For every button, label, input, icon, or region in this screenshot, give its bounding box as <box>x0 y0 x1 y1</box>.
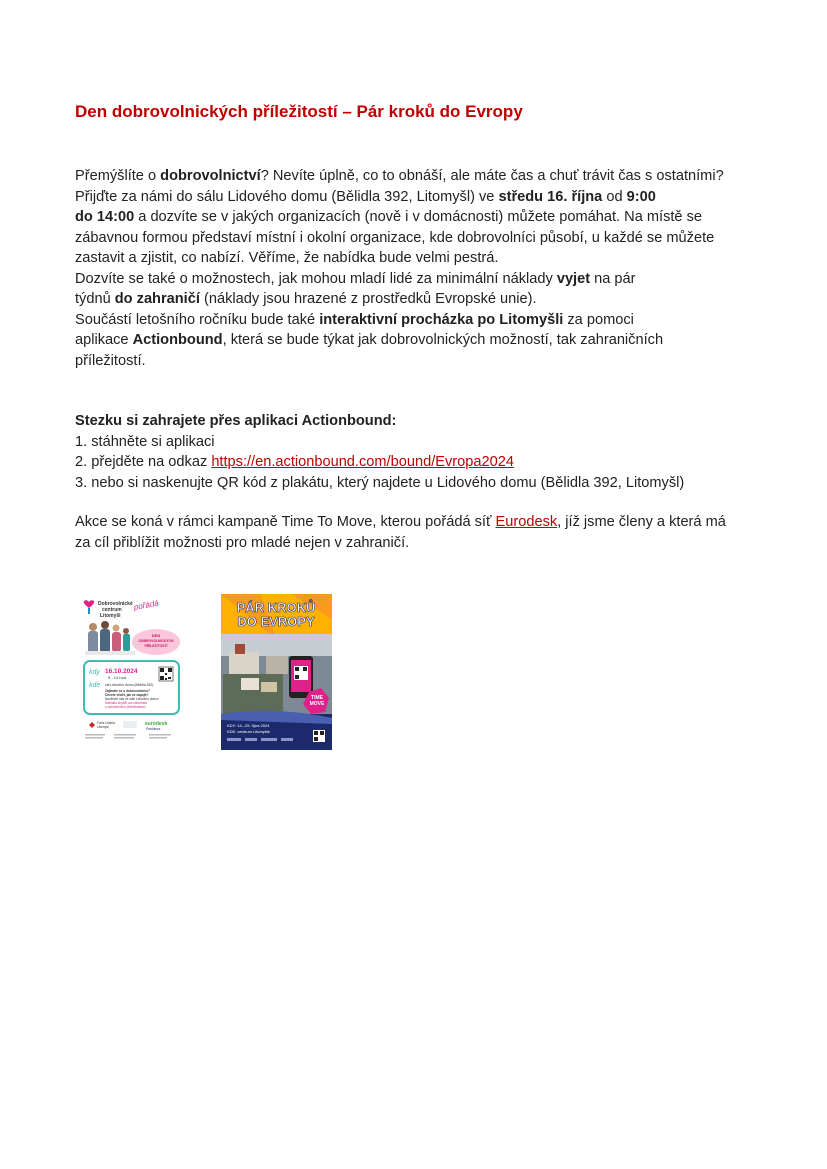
porada-text: pořádá <box>133 598 160 612</box>
svg-text:TIME: TIME <box>311 695 323 701</box>
people-illustration <box>85 621 135 655</box>
svg-text:Farní charita: Farní charita <box>97 721 115 725</box>
svg-text:Chcete vědět, jak se zapojit?: Chcete vědět, jak se zapojit? <box>105 693 149 697</box>
steps-heading: Stezku si zahrajete přes aplikaci Actionbound: <box>75 413 397 429</box>
org-name-3: Litomyšl <box>100 613 121 619</box>
svg-text:PŘÍLEŽITOSTÍ: PŘÍLEŽITOSTÍ <box>144 644 168 648</box>
svg-text:Navštivte nás ve sále Lidového: Navštivte nás ve sále Lidového domu! <box>105 697 159 701</box>
kdy-label: kdy <box>89 669 100 676</box>
kde-label: kde <box>89 682 101 689</box>
event-bubble <box>132 629 180 655</box>
eurodesk-logo: eurodesk <box>145 721 168 727</box>
svg-text:Nabídka chybět ani informace: Nabídka chybět ani informace <box>105 701 148 705</box>
heart-logo-icon <box>84 600 94 614</box>
steps-section <box>75 411 755 493</box>
step-3: 3. nebo si naskenujte QR kód z plakátu, který najdete u Lidového domu (Bělidla 392, Litomyšl) <box>75 474 685 491</box>
org-name-1: Dobrovolnické <box>98 601 133 607</box>
page-title: Den dobrovolnických příležitostí – Pár kroků do Evropy <box>75 102 523 121</box>
actionbound-link[interactable]: https://en.actionbound.com/bound/Evropa2024 <box>211 454 514 470</box>
org-name-2: centrum <box>102 607 122 613</box>
svg-text:DEN: DEN <box>151 633 161 638</box>
closing-paragraph: Akce se koná v rámci kampaně Time To Move, kterou pořádá síť Eurodesk, jíž jsme členy a která má za cíl přiblížit možnosti pro mladé nejen v zahraničí. <box>75 514 726 551</box>
eurodesk-link[interactable]: Eurodesk <box>495 514 558 530</box>
step-1: 1. stáhněte si aplikaci <box>75 433 215 450</box>
qr-code-icon <box>159 667 173 681</box>
poster-par-kroku[interactable] <box>221 594 332 750</box>
poster-date: KDY: 14.–25. října 2024 <box>227 723 270 728</box>
svg-text:Pardubice: Pardubice <box>146 727 161 731</box>
svg-text:o zahraničních příležitostech: o zahraničních příležitostech <box>105 705 146 709</box>
event-date: 16.10.2024 <box>105 668 138 675</box>
poster-title-line-1: PÁR KROKŮ <box>236 600 316 615</box>
poster-volunteer-day[interactable] <box>79 595 183 751</box>
svg-text:MOVE: MOVE <box>309 701 325 707</box>
step-2: 2. přejděte na odkaz https://en.actionbound.com/bound/Evropa2024 <box>75 454 514 470</box>
svg-text:DOBROVOLNICKÝCH: DOBROVOLNICKÝCH <box>138 639 174 643</box>
charita-logo-icon <box>89 722 95 728</box>
svg-text:Zajímáte se o dobrovolnictví?: Zajímáte se o dobrovolnictví? <box>105 689 150 693</box>
svg-text:Litomyšl: Litomyšl <box>97 725 109 729</box>
event-place: sál Lidového domu (Bělidla 392) <box>105 683 154 687</box>
intro-paragraph: Přemýšlíte o dobrovolnictví? Nevíte úplně, co to obnáší, ale máte čas a chuť trávit čas s ostatními? Přijďte za námi do sálu Lidového domu (Bělidla 392, Litomyšl) ve středu 16. října od 9:00 do 14:00 a dozvíte se v jakých organizacích (nově i v domácnosti) můžete pomáhat. Na místě se zábavnou formou představí místní i okolní organizace, kde dobrovolníci působí, u každé se můžete zastavit a zjistit, co nabízí. Věříme, že nabídka bude velmi pestrá. Dozvíte se také o možnostech, jak mohou mladí lidé za minimální náklady vyjet na pár týdnů do zahraničí (náklady jsou hrazené z prostředků Evropské unie). Součástí letošního ročníku bude také interaktivní procházka po Litomyšli za pomoci aplikace Actionbound, která se bude týkat jak dobrovolnických možností, tak zahraničních příležitostí. <box>75 168 724 369</box>
event-time: 9 - 14 hod. <box>108 675 128 680</box>
poster-place: KDE: centrum Litomyšle <box>227 729 270 734</box>
poster-title-line-2: DO EVROPY <box>237 614 315 629</box>
phone-icon <box>289 656 313 698</box>
